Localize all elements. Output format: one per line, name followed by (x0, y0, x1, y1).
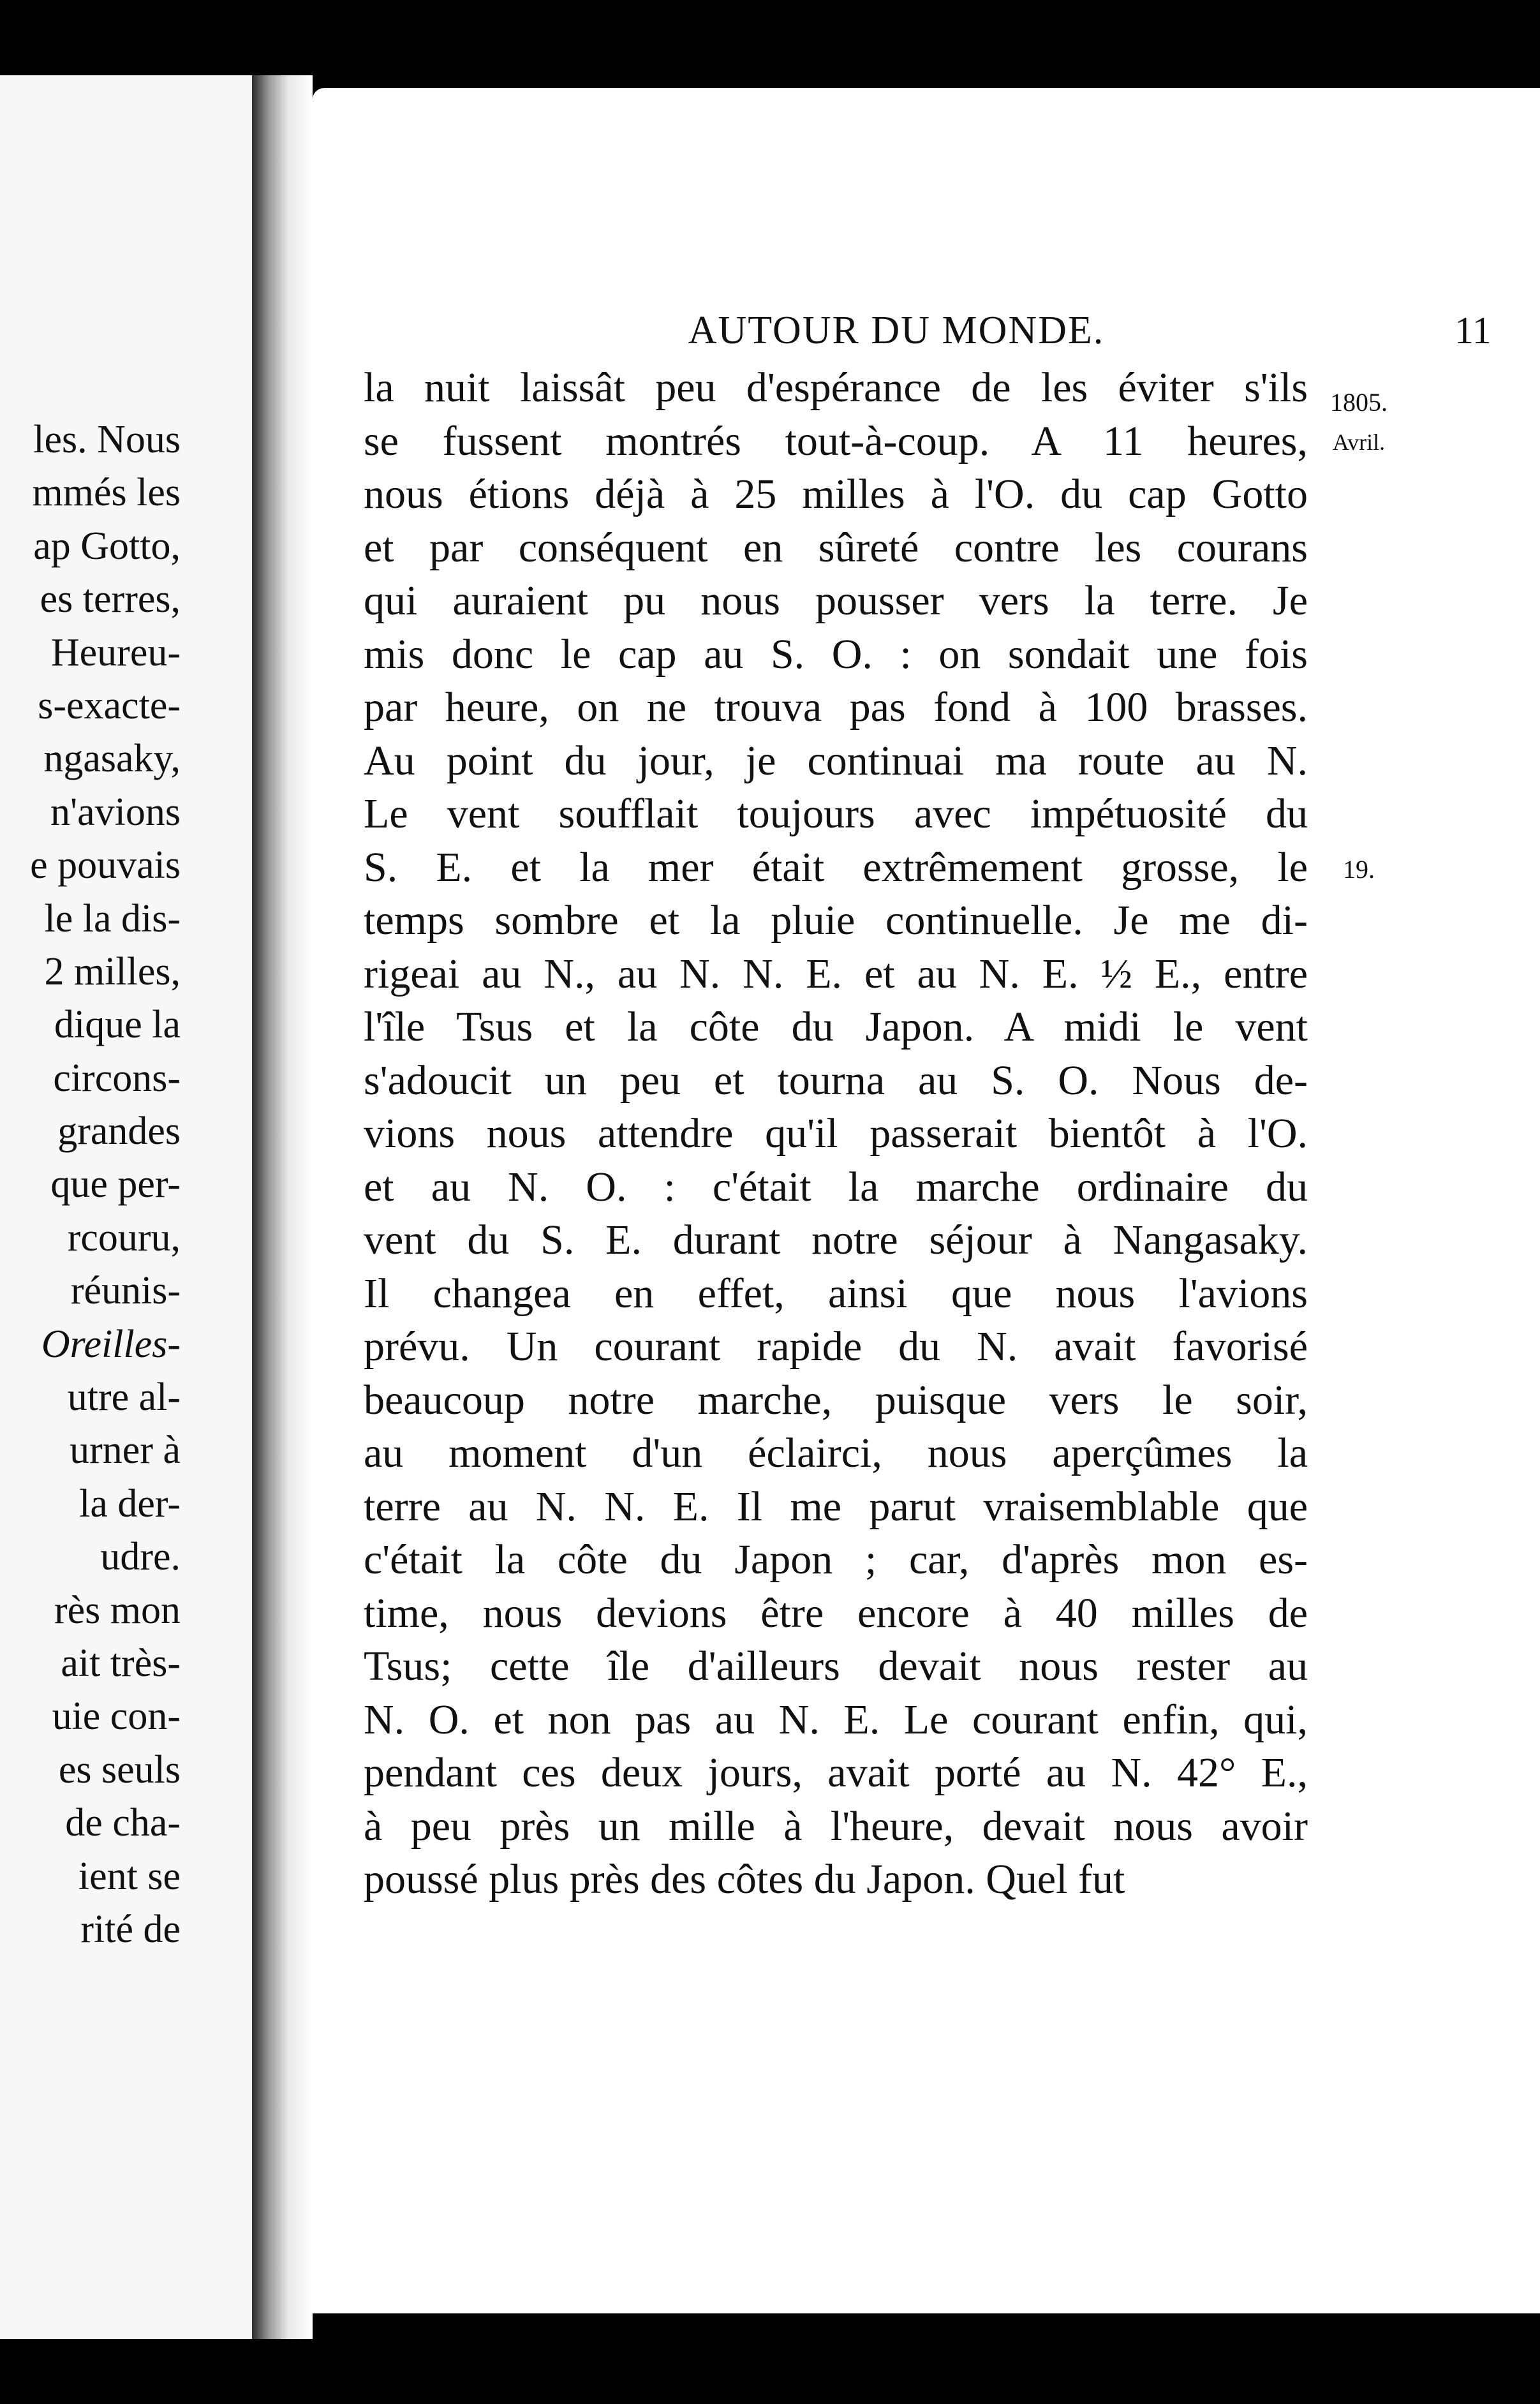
text-line: la nuit laissât peu d'espérance de les éviter s'ils (364, 364, 1308, 411)
previous-page-line: utre al- (67, 1376, 181, 1420)
body-text (364, 361, 1308, 1906)
previous-page-line: s-exacte- (38, 683, 181, 727)
text-line: nous étions déjà à 25 milles à l'O. du cap Gotto (364, 471, 1308, 517)
previous-page-line: n'avions (50, 790, 181, 834)
previous-page-text (0, 413, 181, 1956)
text-line: N. O. et non pas au N. E. Le courant enfin, qui, (364, 1696, 1308, 1743)
previous-page (0, 75, 256, 2339)
current-page (313, 88, 1540, 2313)
previous-page-line: ap Gotto, (33, 524, 181, 568)
running-head (574, 305, 1540, 356)
previous-page-line: rès mon (54, 1588, 181, 1632)
text-line: beaucoup notre marche, puisque vers le soir, (364, 1376, 1308, 1423)
previous-page-line: ait très- (61, 1641, 181, 1685)
text-line: et au N. O. : c'était la marche ordinaire du (364, 1163, 1308, 1210)
previous-page-line: ient se (78, 1854, 181, 1898)
previous-page-line: Heureu- (50, 630, 181, 674)
previous-page-line: uie con- (52, 1695, 181, 1739)
text-line: S. E. et la mer était extrêmement grosse, le (364, 843, 1308, 891)
previous-page-line: udre. (100, 1535, 181, 1579)
previous-page-line: que per- (50, 1162, 181, 1206)
text-line: par heure, on ne trouva pas fond à 100 brasses. (364, 684, 1308, 731)
previous-page-line: circons- (53, 1056, 181, 1100)
text-line: Le vent soufflait toujours avec impétuosité du (364, 790, 1308, 837)
text-line: mis donc le cap au S. O. : on sondait une fois (364, 630, 1308, 678)
previous-page-line: ngasaky, (43, 737, 181, 781)
text-line: se fussent montrés tout-à-coup. A 11 heures, (364, 417, 1308, 464)
previous-page-line: es terres, (40, 577, 181, 621)
text-line: pendant ces deux jours, avait porté au N. 42° E., (364, 1749, 1308, 1796)
previous-page-line: e pouvais (30, 843, 181, 887)
book-gutter-shadow (252, 75, 313, 2339)
text-line: l'île Tsus et la côte du Japon. A midi le vent (364, 1004, 1308, 1050)
text-line: Au point du jour, je continuai ma route au N. (364, 737, 1308, 784)
text-line: et par conséquent en sûreté contre les courans (364, 524, 1308, 571)
margin-note-day: 19. (1343, 855, 1375, 884)
text-line: vions nous attendre qu'il passerait bientôt à l'O. (364, 1110, 1308, 1157)
text-line: au moment d'un éclairci, nous aperçûmes la (364, 1430, 1308, 1476)
text-line: time, nous devions être encore à 40 milles de (364, 1589, 1308, 1636)
margin-note-year: 1805. (1330, 388, 1388, 417)
text-line: rigeai au N., au N. N. E. et au N. E. ½ E., entre (364, 950, 1308, 997)
previous-page-line: rité de (80, 1907, 181, 1951)
page-number: 11 (1455, 309, 1492, 352)
text-line: temps sombre et la pluie continuelle. Je me di- (364, 897, 1308, 944)
previous-page-line: de cha- (65, 1801, 181, 1845)
running-title: AUTOUR DU MONDE. (688, 309, 1105, 352)
previous-page-line: les. Nous (33, 418, 181, 461)
previous-page-line: réunis- (70, 1269, 181, 1313)
text-line: à peu près un mille à l'heure, devait nous avoir (364, 1802, 1308, 1850)
text-line: s'adoucit un peu et tourna au S. O. Nous de- (364, 1057, 1308, 1104)
text-line: terre au N. N. E. Il me parut vraisemblable que (364, 1483, 1308, 1530)
previous-page-line: mmés les (32, 471, 181, 515)
text-line: prévu. Un courant rapide du N. avait favorisé (364, 1323, 1308, 1370)
previous-page-line: dique la (54, 1003, 181, 1047)
previous-page-line: le la dis- (44, 896, 181, 940)
previous-page-line: 2 milles, (44, 949, 181, 993)
text-line: poussé plus près des côtes du Japon. Quel fut (364, 1856, 1125, 1903)
previous-page-line: urner à (70, 1428, 181, 1473)
text-line: Il changea en effet, ainsi que nous l'avions (364, 1270, 1308, 1317)
text-line: c'était la côte du Japon ; car, d'après mon es- (364, 1536, 1308, 1583)
text-line: qui auraient pu nous pousser vers la terre. Je (364, 577, 1308, 624)
previous-page-line: es seuls (58, 1747, 181, 1792)
previous-page-line: Oreilles- (41, 1322, 181, 1366)
previous-page-line: rcouru, (67, 1215, 181, 1259)
previous-page-line: la der- (79, 1481, 181, 1525)
text-line: vent du S. E. durant notre séjour à Nangasaky. (364, 1217, 1308, 1263)
text-line: Tsus; cette île d'ailleurs devait nous rester au (364, 1643, 1308, 1689)
margin-note-month: Avril. (1332, 429, 1386, 455)
previous-page-line: grandes (57, 1109, 181, 1154)
